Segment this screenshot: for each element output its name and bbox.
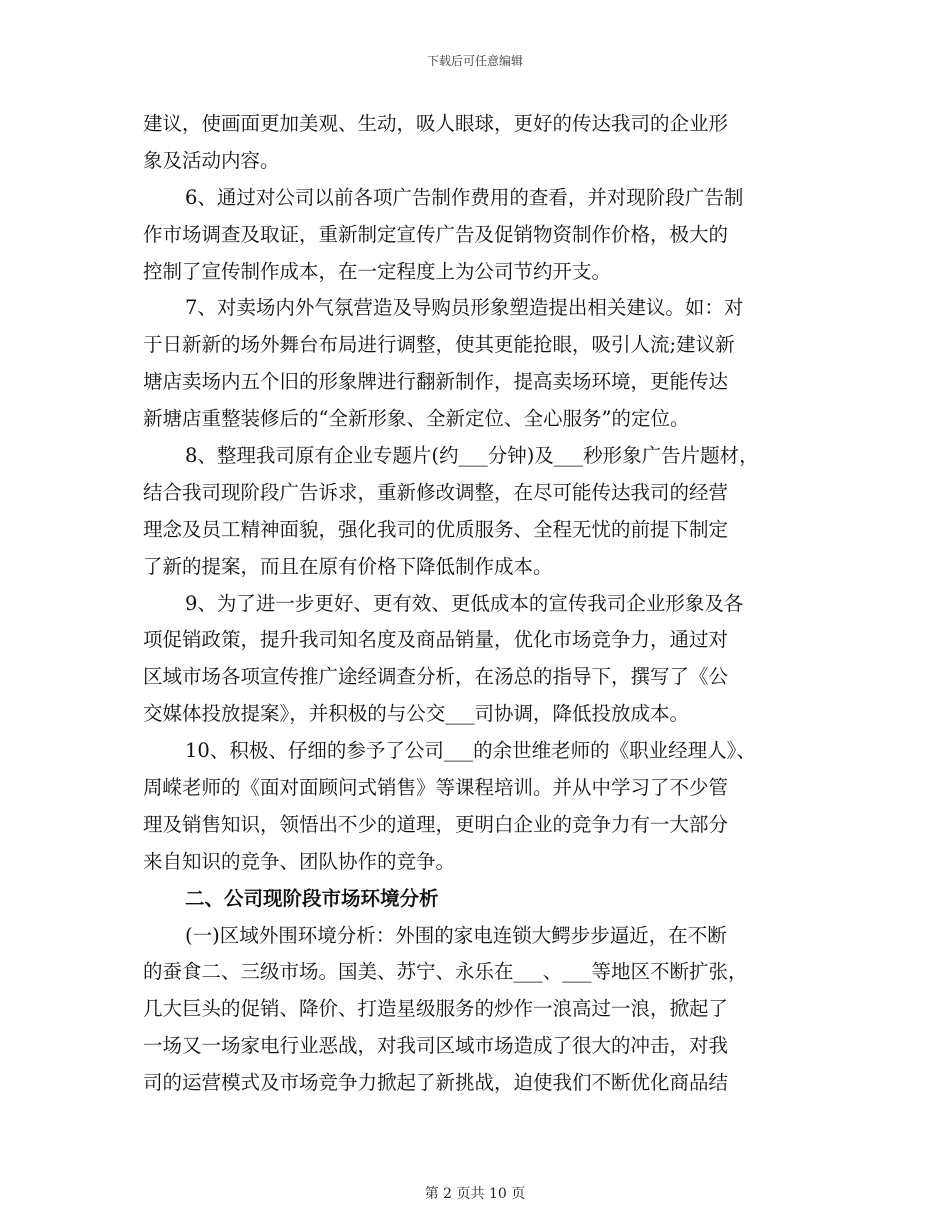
text-line: 6、通过对公司以前各项广告制作费用的查看，并对现阶段广告制 (185, 185, 744, 209)
page-footer: 第 2 页共 10 页 (424, 1186, 526, 1202)
text-line: 来自知识的竞争、团队协作的竞争。 (143, 849, 456, 873)
text-line: 几大巨头的促销、降价、打造星级服务的炒作一浪高过一浪，掀起了 (143, 997, 729, 1021)
page-header: 下载后可任意编辑 (426, 54, 523, 68)
text-line: 塘店卖场内五个旧的形象牌进行翻新制作，提高卖场环境，更能传达 (143, 370, 729, 394)
text-line: 结合我司现阶段广告诉求，重新修改调整，在尽可能传达我司的经营 (143, 480, 729, 504)
text-line: 交媒体投放提案》，并积极的与公交___司协调，降低投放成本。 (143, 702, 690, 726)
section-heading: 二、公司现阶段市场环境分析 (185, 886, 439, 910)
text-line: 司的运营模式及市场竞争力掀起了新挑战，迫使我们不断优化商品结 (143, 1071, 729, 1095)
text-line: 区域市场各项宣传推广途经调查分析，在汤总的指导下，撰写了《公 (143, 665, 729, 689)
text-line: 理及销售知识，领悟出不少的道理，更明白企业的竞争力有一大部分 (143, 812, 729, 836)
text-line: 控制了宣传制作成本，在一定程度上为公司节约开支。 (143, 259, 612, 283)
document-body (143, 106, 823, 1102)
text-line: 于日新新的场外舞台布局进行调整，使其更能抢眼，吸引人流;建议新 (143, 333, 735, 357)
text-line: (一)区域外围环境分析：外围的家电连锁大鳄步步逼近，在不断 (185, 923, 727, 947)
text-line: 象及活动内容。 (143, 148, 280, 172)
text-line: 10、积极、仔细的参予了公司___的余世维老师的《职业经理人》、 (185, 739, 756, 763)
text-line: 新塘店重整装修后的“全新形象、全新定位、全心服务”的定位。 (143, 407, 690, 431)
text-line: 一场又一场家电行业恶战，对我司区域市场造成了很大的冲击，对我 (143, 1034, 729, 1058)
text-line: 7、对卖场内外气氛营造及导购员形象塑造提出相关建议。如：对 (185, 296, 744, 320)
text-line: 的蚕食二、三级市场。国美、苏宁、永乐在___、___等地区不断扩张， (143, 960, 748, 984)
text-line: 8、整理我司原有企业专题片(约___分钟)及___秒形象广告片题材， (185, 444, 759, 468)
text-line: 周嵘老师的《面对面顾问式销售》等课程培训。并从中学习了不少管 (143, 776, 729, 800)
text-line: 了新的提案，而且在原有价格下降低制作成本。 (143, 554, 553, 578)
text-line: 作市场调查及取证，重新制定宣传广告及促销物资制作价格，极大的 (143, 222, 729, 246)
text-line: 项促销政策，提升我司知名度及商品销量，优化市场竞争力，通过对 (143, 628, 729, 652)
text-line: 建议，使画面更加美观、生动，吸人眼球，更好的传达我司的企业形 (143, 112, 729, 135)
text-line: 理念及员工精神面貌，强化我司的优质服务、全程无忧的前提下制定 (143, 517, 729, 541)
text-line: 9、为了进一步更好、更有效、更低成本的宣传我司企业形象及各 (185, 591, 744, 615)
